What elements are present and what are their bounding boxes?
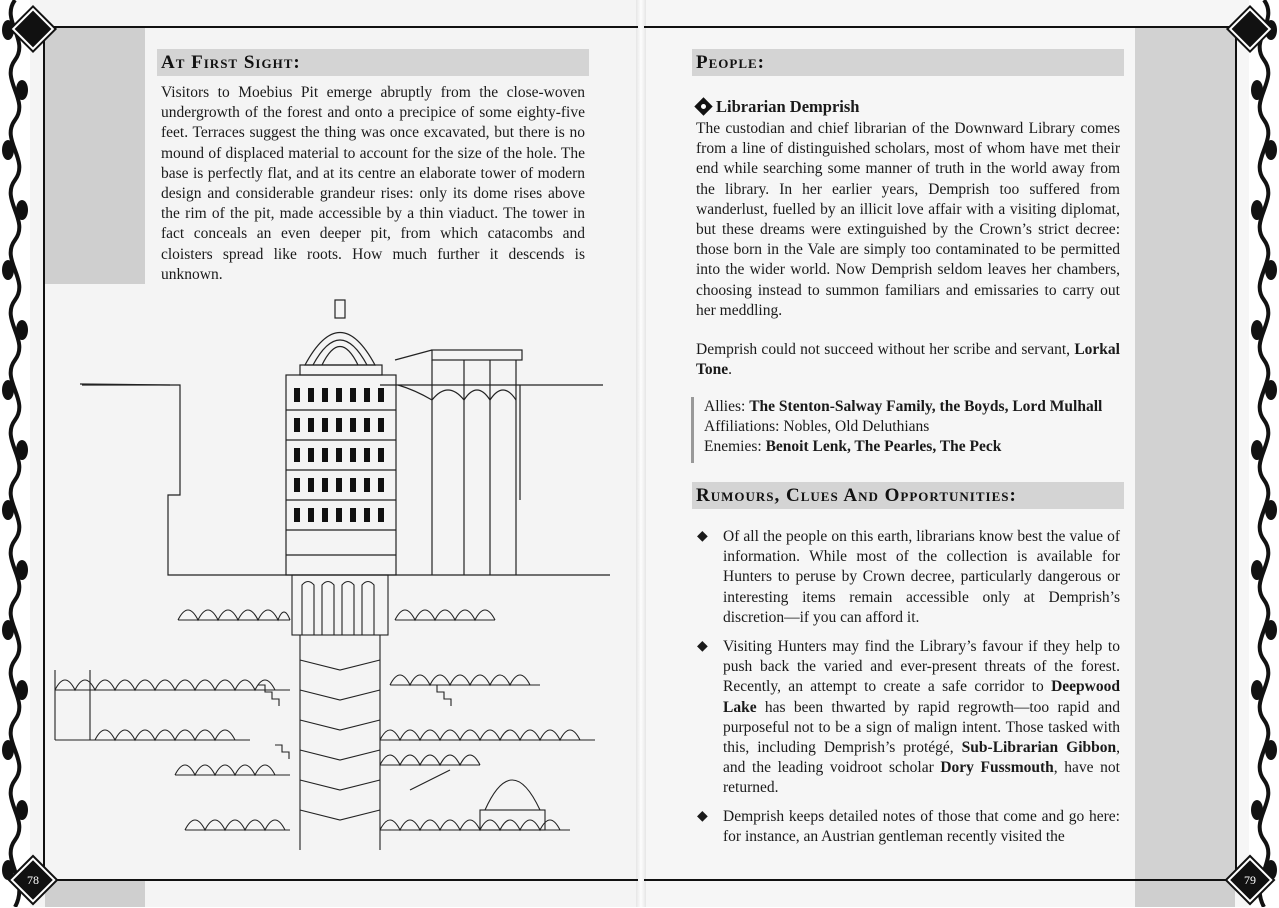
servant-intro-text: Demprish could not succeed without her scribe and servant, [696,341,1071,358]
enemies-line [704,437,1102,457]
rumour-text: , have not returned. [723,759,1120,797]
right-floral-border [1249,0,1279,907]
rumour-bold: Deepwood Lake [723,678,1120,716]
right-bottom-rule [644,879,1249,881]
page-number-text: 79 [1244,873,1256,887]
bullet-diamond-icon: ◆ [697,529,708,544]
section-heading-rumours: Rumours, Clues And Opportunities: [692,482,1124,509]
npc-name: Librarian Demprish [716,97,860,116]
top-margin [145,0,635,28]
affiliations-label: Affiliations: [704,418,780,436]
allies-value: The Stenton-Salway Family, the Boyds, Lord Mulhall [749,398,1103,415]
npc-servant-paragraph [696,340,1120,380]
right-grey-tab [1135,28,1235,880]
allies-line [704,397,1102,417]
right-top-rule [644,26,1249,28]
npc-description: The custodian and chief librarian of the Downward Library comes from a line of distinguished scholars, most of whom have met their end while searching some manner of truth in the world away from the library. In her earlier years, Demprish too suffered from wanderlust, fuelled by an illicit love affair with a visiting diplomat, but these dreams were extinguished by the Crown’s strict decree: those born in the Vale are simply too contaminated to be permitted into the wider world. Now Demprish seldom leaves her chambers, choosing instead to summon familiars and emissaries to carry out her meddling. [696,120,1120,319]
left-grey-tab-bottom [45,880,145,907]
affiliations-value: Nobles, Old Deluthians [783,418,930,436]
enemies-label: Enemies: [704,438,762,456]
allies-label: Allies: [704,398,746,415]
bullet-diamond-icon: ◆ [697,639,708,654]
rumour-text: Visiting Hunters may find the Library’s favour if they help to push back the varied and ever-present threats of the forest. Recently, an attempt to create a safe corridor to [723,638,1120,696]
npc-marker-icon [694,97,712,115]
rumour-item: Of all the people on this earth, librarians know best the value of information. While most of the collection is available for Hunters to peruse by Crown decree, particularly dangerous or interesting items remain accessible only at Demprish’s discretion—if you can afford it. [723,528,1120,626]
left-bottom-rule [30,879,638,881]
servant-end-text: . [728,361,733,379]
enemies-value: Benoit Lenk, The Pearles, The Peck [765,438,1002,456]
relations-box [691,397,1102,463]
moebius-pit-illustration [50,290,610,870]
servant-name: Lorkal Tone [696,341,1120,379]
rumour-bold: Sub-Librarian Gibbon [961,739,1117,757]
bullet-diamond-icon: ◆ [697,809,708,824]
affiliations-line [704,417,1102,437]
right-grey-tab-bottom [1135,880,1235,907]
book-gutter [636,0,646,907]
right-side-rule [1235,28,1237,879]
left-grey-tab [45,28,145,284]
rumour-text: , and the leading voidroot scholar [723,739,1121,777]
page-number-text: 78 [27,873,39,887]
section-heading-first-sight: At First Sight: [157,49,589,76]
left-top-rule [30,26,638,28]
npc-title [697,97,859,117]
left-floral-border [0,0,30,907]
left-side-rule [43,28,45,879]
first-sight-paragraph: Visitors to Moebius Pit emerge abruptly from the close-woven undergrowth of the forest and onto a precipice of some eighty-five feet. Terraces suggest the thing was once excavated, but there is no mound of displaced material to account for the size of the hole. The base is perfectly flat, and at its centre an elaborate tower of modern design and considerable grandeur rises: only its dome rises above the rim of the pit, made accessible by a thin viaduct. The tower in fact conceals an even deeper pit, from which catacombs and cloisters spread like roots. How much further it descends is unknown. [161,84,585,283]
rumour-item [723,637,1120,799]
rumour-bold: Dory Fussmouth [940,759,1054,777]
rumour-item: Demprish keeps detailed notes of those that come and go here: for instance, an Austrian gentleman recently visited the [723,808,1120,846]
rumour-text: has been thwarted by rapid regrowth—too rapid and purposeful not to be a sign of malign intent. Those tasked with this, including Demprish’s protégé, [723,698,1120,757]
section-heading-people: People: [692,49,1124,76]
